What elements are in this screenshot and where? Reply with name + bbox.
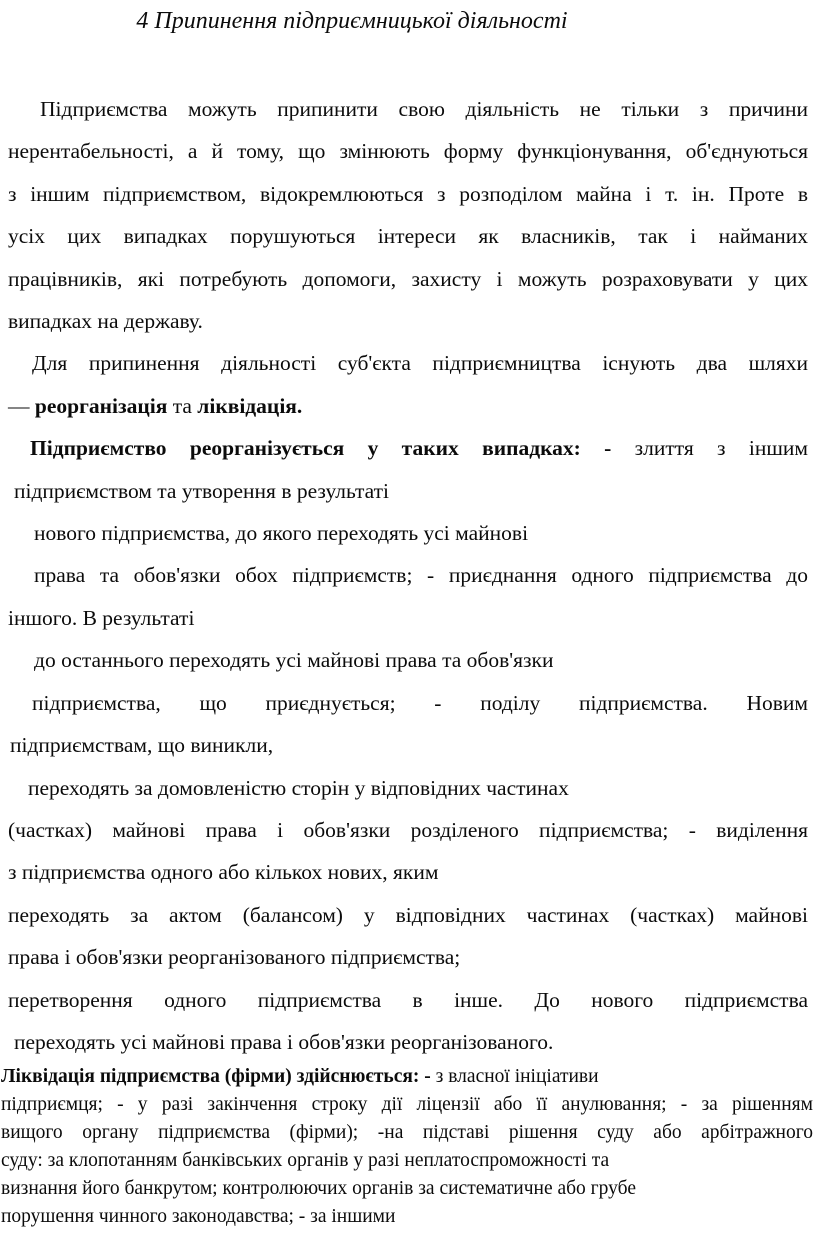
text-line: з іншим підприємством, відокремлюються з розподілом майна і т. ін. Проте в	[8, 181, 808, 206]
text-line: (частках) майнові права і обов'язки розділеного підприємства; - виділення	[8, 817, 808, 842]
text-line: переходять усі майнові права і обов'язки реорганізованого.	[14, 1029, 554, 1054]
bold-term-liquidation: ліквідація.	[197, 393, 303, 418]
text-line: визнання його банкрутом; контролюючих органів за систематичне або грубе	[1, 1178, 636, 1200]
text-line: до останнього переходять усі майнові права та обов'язки	[34, 648, 554, 673]
text-line: Для припинення діяльності суб'єкта підприємництва існують два шляхи	[32, 351, 808, 376]
text-line: з підприємства одного або кількох нових, яким	[8, 860, 439, 885]
bold-lead-text: Підприємство реорганізується у таких випадках: -	[30, 436, 612, 461]
text-line: нерентабельності, а й тому, що змінюють форму функціонування, об'єднуються	[8, 139, 808, 164]
bold-term-reorganization: реорганізація	[34, 393, 168, 418]
text-line	[8, 385, 808, 427]
text-line	[30, 427, 808, 469]
text-line: вищого органу підприємства (фірми); -на підставі рішення суду або арбітражного	[1, 1122, 813, 1144]
bold-lead-text: Ліквідація підприємства (фірми) здійснюється: -	[1, 1066, 431, 1088]
text-line: підприємця; - у разі закінчення строку дії ліцензії або її анулювання; - за рішенням	[1, 1094, 813, 1116]
text-line: працівників, які потребують допомоги, захисту і можуть розраховувати у цих	[8, 266, 808, 291]
text-line: переходять за домовленістю сторін у відповідних частинах	[28, 775, 569, 800]
text-line: усіх цих випадках порушуються інтереси як власників, так і найманих	[8, 224, 808, 249]
plain-text: злиття з іншим	[611, 436, 809, 461]
text-line: підприємства, що приєднується; - поділу підприємства. Новим	[32, 690, 808, 715]
text-line: суду: за клопотанням банківських органів у разі неплатоспроможності та	[1, 1150, 610, 1172]
page-title: 4 Припинення підприємницької діяльності	[136, 8, 568, 34]
text-line: підприємством та утворення в результаті	[14, 478, 389, 503]
text-line	[1, 1063, 813, 1091]
text-line: перетворення одного підприємства в інше. До нового підприємства	[8, 987, 808, 1012]
text-line: Підприємства можуть припинити свою діяльність не тільки з причини	[40, 97, 808, 121]
text-line: переходять за актом (балансом) у відповідних частинах (частках) майнові	[8, 902, 808, 927]
document-body	[0, 88, 816, 1063]
text-line: права та обов'язки обох підприємств; - приєднання одного підприємства до	[34, 563, 808, 588]
text-line: нового підприємства, до якого переходять усі майнові	[34, 521, 529, 546]
dash-text: —	[8, 393, 35, 418]
plain-text: та	[167, 393, 198, 418]
text-line: випадках на державу.	[8, 309, 203, 334]
text-line: іншого. В результаті	[8, 605, 195, 630]
text-line: права і обов'язки реорганізованого підприємства;	[8, 945, 461, 970]
liquidation-paragraph	[0, 1063, 816, 1231]
plain-text: з власної ініціативи	[430, 1066, 599, 1088]
text-line: порушення чинного законодавства; - за іншими	[1, 1206, 396, 1228]
text-line: підприємствам, що виникли,	[10, 733, 274, 758]
